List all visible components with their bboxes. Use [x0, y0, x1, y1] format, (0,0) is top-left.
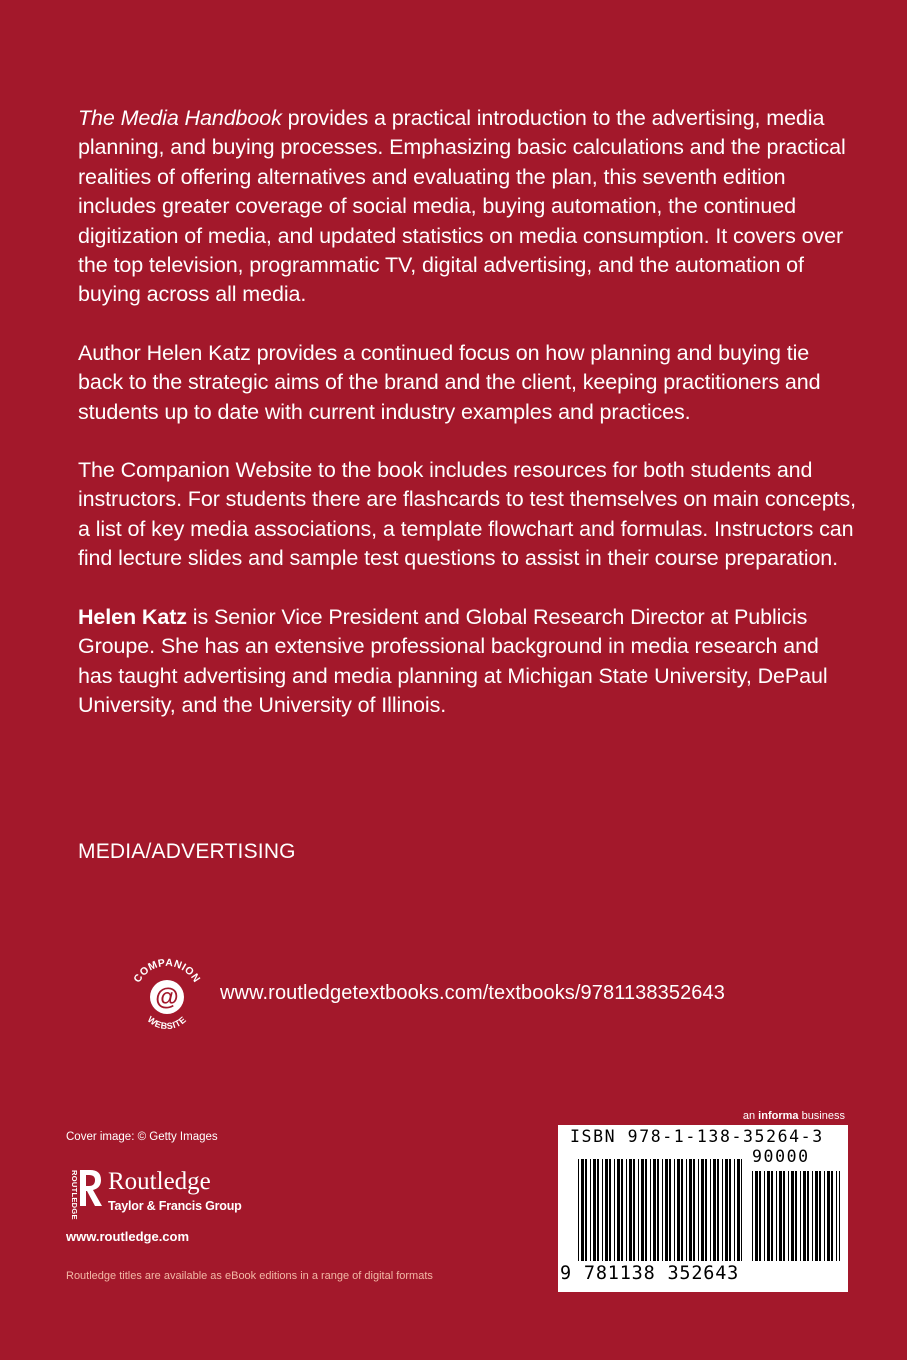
barcode-bar	[641, 1159, 644, 1261]
barcode-bar	[767, 1171, 770, 1261]
barcode-bar	[621, 1159, 623, 1261]
barcode-bar	[650, 1159, 651, 1261]
barcode-bar	[717, 1159, 719, 1261]
ean-digits: 9 781138 352643	[560, 1263, 740, 1284]
barcode-bar	[662, 1159, 663, 1261]
barcode-bar	[764, 1171, 765, 1261]
barcode-bar	[771, 1171, 773, 1261]
barcode-bar	[759, 1171, 761, 1261]
barcode-bar	[617, 1159, 620, 1261]
barcode-bar	[614, 1159, 615, 1261]
barcode-bar	[791, 1171, 794, 1261]
price-code: 90000	[752, 1147, 810, 1166]
barcode-bar	[633, 1159, 635, 1261]
barcode-bar	[701, 1159, 704, 1261]
svg-text:@: @	[155, 984, 179, 1011]
barcode-bar	[741, 1159, 742, 1261]
badge-bottom-text: WEBSITE	[145, 1014, 189, 1032]
publisher-website[interactable]: www.routledge.com	[66, 1229, 190, 1244]
barcode-bar	[681, 1159, 683, 1261]
barcode-bar	[807, 1171, 809, 1261]
badge-top-text: COMPANION	[131, 956, 203, 985]
publisher-name: Routledge	[108, 1168, 211, 1195]
barcode-bar	[593, 1159, 596, 1261]
routledge-r-icon	[66, 1166, 106, 1224]
description-paragraph-1	[78, 104, 858, 310]
barcode-bar	[800, 1171, 801, 1261]
barcode-bar	[665, 1159, 668, 1261]
barcode-bar	[698, 1159, 699, 1261]
book-title: The Media Handbook	[78, 106, 282, 130]
barcode-bar	[581, 1159, 584, 1261]
barcode-bar	[657, 1159, 659, 1261]
author-name: Helen Katz	[78, 604, 187, 629]
description	[78, 104, 858, 749]
description-paragraph-2: Author Helen Katz provides a continued focus on how planning and buying tie back to the strategic aims of the brand and the client, keeping practitioners and students up to date with current industry examples and practices.	[78, 340, 821, 424]
ebook-note: Routledge titles are available as eBook editions in a range of digital formats	[66, 1270, 433, 1282]
barcode-bar	[713, 1159, 716, 1261]
barcode-bar	[626, 1159, 627, 1261]
barcode-bar	[815, 1171, 818, 1261]
category-label: MEDIA/ADVERTISING	[78, 840, 296, 863]
description-paragraph-3: The Companion Website to the book includes resources for both students and instructors. For students there are flashcards to test themselves on main concepts, a list of key media associations, a template flowchart and formulas. Instructors can find lecture slides and sample test questions to assist in their course preparation.	[78, 458, 857, 571]
barcode-bar	[629, 1159, 632, 1261]
barcode-bar	[669, 1159, 671, 1261]
barcode-bar	[752, 1171, 753, 1261]
barcode-bar	[693, 1159, 695, 1261]
barcode-bar	[812, 1171, 813, 1261]
barcode-bar	[674, 1159, 675, 1261]
barcode-bar	[779, 1171, 782, 1261]
barcode-bar	[776, 1171, 777, 1261]
barcode-bar	[734, 1159, 735, 1261]
routledge-logo	[66, 1166, 246, 1224]
isbn-text: ISBN 978-1-138-35264-3	[570, 1127, 824, 1146]
author-bio	[78, 603, 858, 721]
barcode-bar	[585, 1159, 587, 1261]
routledge-spine-text: ROUTLEDGE	[70, 1170, 79, 1220]
barcode-bar	[578, 1159, 579, 1261]
publisher-group: Taylor & Francis Group	[108, 1199, 242, 1213]
barcode-bar	[590, 1159, 591, 1261]
barcode-bar	[677, 1159, 680, 1261]
companion-at-icon	[126, 956, 208, 1038]
barcode-bar	[827, 1171, 830, 1261]
barcode-bar	[729, 1159, 731, 1261]
companion-website-url[interactable]: www.routledgetextbooks.com/textbooks/9781138352643	[220, 982, 725, 1004]
barcode-bar	[783, 1171, 785, 1261]
informa-business-tag: an informa business	[742, 1110, 845, 1122]
cover-credit: Cover image: © Getty Images	[66, 1131, 218, 1143]
informa-brand: informa	[758, 1110, 799, 1122]
companion-website-badge	[126, 956, 208, 1038]
svg-text:WEBSITE	[146, 1014, 189, 1031]
barcode-bar	[686, 1159, 687, 1261]
barcode-bar	[803, 1171, 806, 1261]
barcode-bar	[602, 1159, 603, 1261]
barcode-bar	[605, 1159, 608, 1261]
barcode-bar	[737, 1159, 740, 1261]
barcode-bar	[689, 1159, 692, 1261]
barcode-panel	[558, 1125, 848, 1292]
barcode-bar	[653, 1159, 656, 1261]
barcode-bar	[645, 1159, 647, 1261]
description-paragraph-1-text: provides a practical introduction to the advertising, media planning, and buying processes. Emphasizing basic calculations and the practical realities of offering alternatives and evaluating the plan, this seventh edition includes greater coverage of social media, buying automation, the continued digitization of media, and updated statistics on media consumption. It covers over the top television, programmatic TV, digital advertising, and the automation of buying across all media.	[78, 106, 846, 307]
barcode-bar	[725, 1159, 728, 1261]
barcode-bar	[839, 1171, 840, 1261]
barcode-bar	[597, 1159, 599, 1261]
barcode-bar	[609, 1159, 611, 1261]
barcode-bar	[795, 1171, 797, 1261]
barcode-bar	[831, 1171, 833, 1261]
author-bio-text: is Senior Vice President and Global Research Director at Publicis Groupe. She has an extensive professional background in media research and has taught advertising and media planning at Michigan State University, DePaul University, and the University of Illinois.	[78, 604, 828, 717]
barcode-bar	[705, 1159, 707, 1261]
barcode-bar	[710, 1159, 711, 1261]
barcode-bar	[788, 1171, 789, 1261]
barcode-bar	[824, 1171, 825, 1261]
barcode-bar	[836, 1171, 837, 1261]
barcode-bar	[755, 1171, 758, 1261]
barcode-bar	[819, 1171, 821, 1261]
barcode-bar	[638, 1159, 639, 1261]
barcode-bar	[722, 1159, 723, 1261]
